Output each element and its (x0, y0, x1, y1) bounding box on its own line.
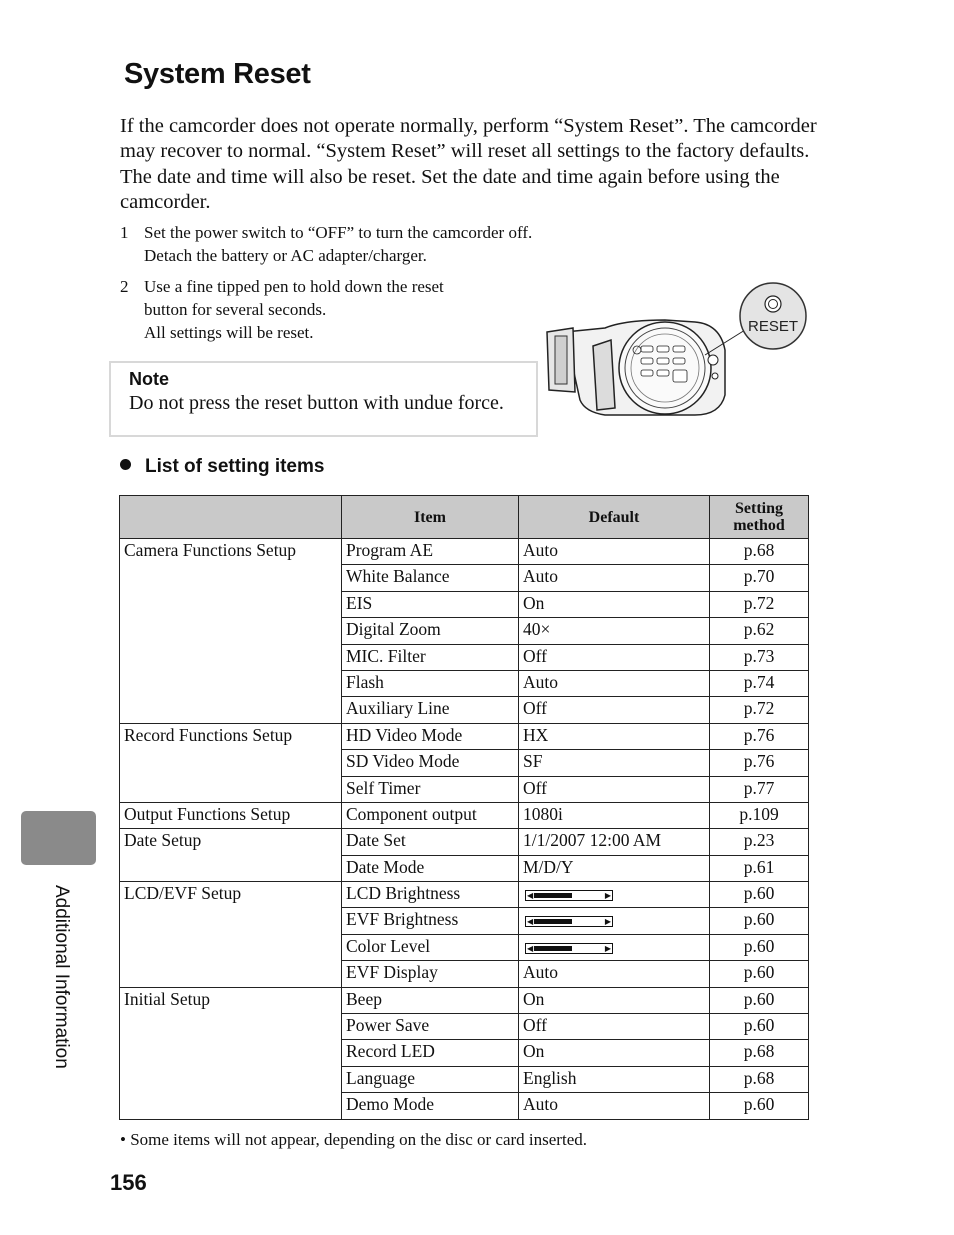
page-ref-cell: p.60 (710, 1093, 809, 1119)
page-ref-cell: p.76 (710, 723, 809, 749)
default-cell (519, 934, 710, 960)
default-cell: 1/1/2007 12:00 AM (519, 829, 710, 855)
level-bar (525, 943, 613, 954)
footnote: • Some items will not appear, depending on the disc or card inserted. (120, 1130, 587, 1149)
step-line: Use a fine tipped pen to hold down the reset (144, 277, 444, 296)
item-cell: Record LED (342, 1040, 519, 1066)
item-cell: Demo Mode (342, 1093, 519, 1119)
group-cell: Record Functions Setup (120, 723, 342, 802)
step-line: Detach the battery or AC adapter/charger. (144, 246, 427, 265)
item-cell: Language (342, 1066, 519, 1092)
item-cell: Beep (342, 987, 519, 1013)
default-cell: SF (519, 750, 710, 776)
default-cell: On (519, 591, 710, 617)
page-ref-cell: p.60 (710, 908, 809, 934)
left-arrow-icon: ◀ (527, 891, 534, 901)
item-cell: White Balance (342, 565, 519, 591)
note-label: Note (129, 369, 169, 389)
default-cell: HX (519, 723, 710, 749)
group-cell: Output Functions Setup (120, 802, 342, 828)
table-header-row (120, 496, 809, 539)
page-ref-cell: p.68 (710, 1066, 809, 1092)
item-cell: Date Mode (342, 855, 519, 881)
side-section-label: Additional Information (51, 885, 72, 1069)
default-cell: M/D/Y (519, 855, 710, 881)
right-arrow-icon: ▶ (604, 943, 611, 953)
header-cell: Default (519, 496, 710, 539)
section-heading (120, 456, 324, 478)
page-ref-cell: p.60 (710, 1014, 809, 1040)
item-cell: Self Timer (342, 776, 519, 802)
item-cell: Digital Zoom (342, 618, 519, 644)
item-cell: Component output (342, 802, 519, 828)
page-ref-cell: p.72 (710, 697, 809, 723)
right-arrow-icon: ▶ (604, 891, 611, 901)
default-cell: Auto (519, 539, 710, 565)
page-ref-cell: p.73 (710, 644, 809, 670)
section-heading-text: List of setting items (145, 456, 325, 477)
left-arrow-icon: ◀ (527, 917, 534, 927)
item-cell: Flash (342, 670, 519, 696)
default-cell: Off (519, 776, 710, 802)
item-cell: EVF Brightness (342, 908, 519, 934)
reset-label: RESET (747, 318, 799, 335)
level-fill (534, 893, 572, 898)
note-text: Do not press the reset button with undue force. (129, 392, 504, 414)
page-ref-cell: p.62 (710, 618, 809, 644)
settings-table (119, 495, 809, 1120)
default-cell: Auto (519, 670, 710, 696)
level-bar (525, 890, 613, 901)
group-cell: Camera Functions Setup (120, 539, 342, 724)
page-ref-cell: p.109 (710, 802, 809, 828)
header-cell: Item (342, 496, 519, 539)
camcorder-reset-illustration (545, 280, 810, 420)
page-number: 156 (110, 1170, 147, 1195)
left-arrow-icon: ◀ (527, 943, 534, 953)
default-cell: On (519, 1040, 710, 1066)
default-cell (519, 908, 710, 934)
group-cell: Date Setup (120, 829, 342, 882)
page-ref-cell: p.68 (710, 539, 809, 565)
item-cell: Date Set (342, 829, 519, 855)
item-cell: Program AE (342, 539, 519, 565)
default-cell: 1080i (519, 802, 710, 828)
page-ref-cell: p.60 (710, 961, 809, 987)
step-number: 2 (120, 277, 129, 296)
default-cell: On (519, 987, 710, 1013)
default-cell: Auto (519, 1093, 710, 1119)
page-ref-cell: p.60 (710, 987, 809, 1013)
page-ref-cell: p.60 (710, 882, 809, 908)
level-fill (534, 946, 572, 951)
page-title: System Reset (124, 58, 311, 90)
table-row (120, 723, 809, 749)
page-ref-cell: p.74 (710, 670, 809, 696)
page-ref-cell: p.61 (710, 855, 809, 881)
intro-paragraph: If the camcorder does not operate normally, perform “System Reset”. The camcorder may recover to normal. “System Reset” will reset all settings to the factory defaults. The date and time will also be reset. Set the date and time again before using the camcorder. (120, 115, 817, 213)
table-row (120, 802, 809, 828)
default-cell: 40× (519, 618, 710, 644)
table-row (120, 882, 809, 908)
default-cell (519, 882, 710, 908)
page-ref-cell: p.70 (710, 565, 809, 591)
item-cell: MIC. Filter (342, 644, 519, 670)
default-cell: Off (519, 697, 710, 723)
page-ref-cell: p.76 (710, 750, 809, 776)
level-bar (525, 916, 613, 927)
section-tab (21, 811, 96, 865)
default-cell: English (519, 1066, 710, 1092)
item-cell: LCD Brightness (342, 882, 519, 908)
default-cell: Auto (519, 961, 710, 987)
page-ref-cell: p.60 (710, 934, 809, 960)
step-number: 1 (120, 223, 129, 242)
right-arrow-icon: ▶ (604, 917, 611, 927)
level-fill (534, 919, 572, 924)
table-row (120, 829, 809, 855)
item-cell: EVF Display (342, 961, 519, 987)
item-cell: Auxiliary Line (342, 697, 519, 723)
table-row (120, 987, 809, 1013)
item-cell: EIS (342, 591, 519, 617)
header-cell (120, 496, 342, 539)
default-cell: Auto (519, 565, 710, 591)
table-row (120, 539, 809, 565)
step-line: All settings will be reset. (144, 323, 314, 342)
step-line: button for several seconds. (144, 300, 327, 319)
item-cell: SD Video Mode (342, 750, 519, 776)
default-cell: Off (519, 644, 710, 670)
group-cell: LCD/EVF Setup (120, 882, 342, 988)
item-cell: HD Video Mode (342, 723, 519, 749)
item-cell: Power Save (342, 1014, 519, 1040)
header-cell: Setting method (710, 496, 809, 539)
page-ref-cell: p.72 (710, 591, 809, 617)
page-ref-cell: p.68 (710, 1040, 809, 1066)
group-cell: Initial Setup (120, 987, 342, 1119)
note-box (109, 361, 538, 437)
item-cell: Color Level (342, 934, 519, 960)
bullet-icon (120, 459, 131, 470)
page-ref-cell: p.23 (710, 829, 809, 855)
page-ref-cell: p.77 (710, 776, 809, 802)
default-cell: Off (519, 1014, 710, 1040)
step-line: Set the power switch to “OFF” to turn the camcorder off. (144, 223, 533, 242)
